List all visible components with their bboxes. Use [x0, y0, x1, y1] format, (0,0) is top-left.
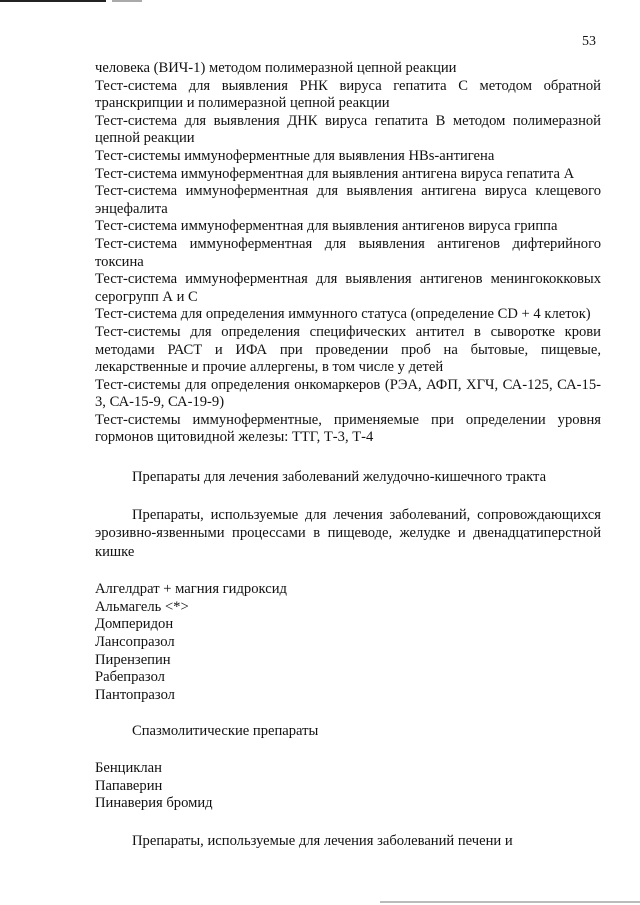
section-heading-liver: Препараты, используемые для лечения заболеваний печени и	[132, 832, 513, 849]
list-item: человека (ВИЧ-1) методом полимеразной цепной реакции	[95, 60, 457, 76]
list-item: Тест-система иммуноферментная для выявления антигенов вируса гриппа	[95, 218, 558, 235]
list-item: Тест-система иммуноферментная для выявления антигена вируса гепатита А	[95, 165, 575, 182]
list-item: Алгелдрат + магния гидроксид	[95, 581, 287, 598]
list-item: Тест-система иммуноферментная для выявления антигенов менингококковых серогрупп А и С	[95, 271, 601, 305]
spasmolytic-drug-list	[95, 760, 601, 813]
list-item: Тест-система иммуноферментная для выявления антигенов дифтерийного токсина	[95, 235, 601, 270]
list-item: Лансопразол	[95, 633, 175, 650]
scan-edge-mark	[112, 0, 142, 2]
document-body	[95, 60, 601, 850]
scan-edge-line	[0, 0, 106, 2]
list-item: Тест-система иммуноферментная для выявления антигена вируса клещевого энцефалита	[95, 183, 601, 217]
section-subheading-gi: Препараты, используемые для лечения заболеваний, сопровождающихся эрозивно-язвенными процессами в пищеводе, желудке и двенадцатиперстной кишке	[95, 506, 601, 560]
list-item: Тест-система для выявления ДНК вируса гепатита В методом полимеразной цепной реакции	[95, 112, 601, 147]
page-number: 53	[582, 34, 596, 49]
list-item: Альмагель <*>	[95, 598, 189, 615]
list-item: Бенциклан	[95, 759, 162, 776]
list-item: Папаверин	[95, 777, 163, 794]
list-item: Домперидон	[95, 616, 174, 633]
section-heading-spasmolytics: Спазмолитические препараты	[132, 723, 319, 740]
gi-drug-list	[95, 581, 601, 704]
list-item: Тест-система для определения иммунного статуса (определение CD + 4 клеток)	[95, 306, 591, 323]
scan-edge-line-bottom	[380, 901, 640, 903]
test-systems-list	[95, 60, 601, 447]
list-item: Пинаверия бромид	[95, 795, 213, 812]
list-item: Тест-система для выявления РНК вируса гепатита С методом обратной транскрипции и полимеразной цепной реакции	[95, 77, 601, 112]
list-item: Тест-системы для определения специфических антител в сыворотке крови методами РАСТ и ИФА при проведении проб на бытовые, пищевые, лекарственные и прочие аллергены, в том числе у детей	[95, 323, 601, 376]
section-heading-gi: Препараты для лечения заболеваний желудочно-кишечного тракта	[132, 469, 547, 486]
list-item: Тест-системы для определения онкомаркеров (РЭА, АФП, ХГЧ, СА-125, СА-15-3, СА-15-9, СА-19-9)	[95, 376, 601, 411]
list-item: Пирензепин	[95, 651, 171, 668]
list-item: Тест-системы иммуноферментные, применяемые при определении уровня гормонов щитовидной железы: ТТГ, Т-3, Т-4	[95, 411, 601, 446]
list-item: Рабепразол	[95, 669, 165, 686]
list-item: Пантопразол	[95, 686, 175, 703]
list-item: Тест-системы иммуноферментные для выявления HBs-антигена	[95, 147, 495, 164]
